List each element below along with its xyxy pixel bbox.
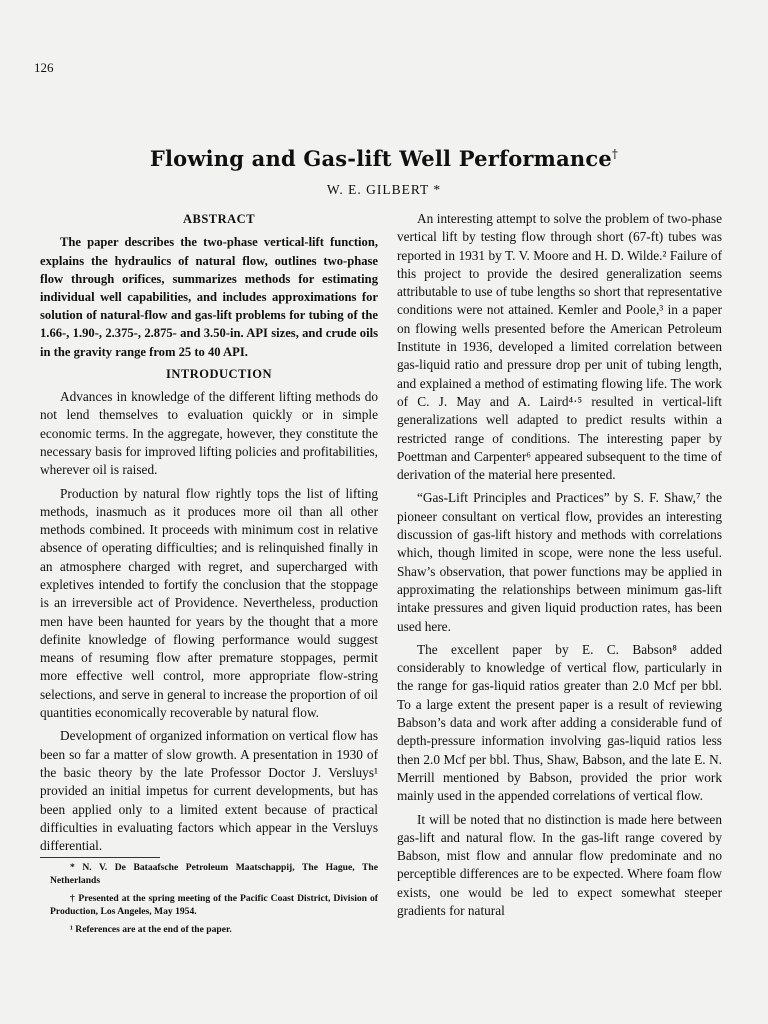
- abstract-heading: ABSTRACT: [182, 212, 256, 226]
- intro-paragraph: Production by natural flow rightly tops the list of lifting methods, inasmuch as it produces more oil than all other methods combined. It proceeds with minimum cost in relative absence of operating difficulties; and is relinquished finally in an atmosphere charged with regret, and supercharged with expletives intended to fortify the conclusion that the stoppage is an irreversible act of Providence. Nevertheless, production men have been haunted for years by the thought that a more definite knowledge of flowing performance would suggest means of resuming flow after premature stoppages, permit more effective well control, more appropriate flow-string selections, and serve in general to increase the proportion of oil quantities economically recoverable by natural flow.: [40, 485, 378, 721]
- title-text: Flowing and Gas-lift Well Performance: [149, 146, 612, 171]
- footnotes: [40, 861, 378, 936]
- title-footnote-mark: †: [611, 147, 619, 161]
- footnote-references: ¹ References are at the end of the paper.: [70, 924, 232, 936]
- footnote-divider: [40, 857, 160, 858]
- author-line: W. E. GILBERT *: [326, 182, 442, 197]
- intro-paragraph: Advances in knowledge of the different lifting methods do not lend themselves to evaluation quickly or in simple economic terms. In the aggregate, however, they constitute the necessary basis for improved lifting policies and profitabilities, wherever oil is raised.: [40, 389, 378, 478]
- body-paragraph: An interesting attempt to solve the problem of two-phase vertical lift by testing flow through short (67-ft) tubes was reported in 1931 by T. V. Moore and H. D. Wilde.² Failure of this project to provide the desired generalization seems attributable to use of tube lengths so short that representative conditions were not attained. Kemler and Poole,³ in a paper on flowing wells presented before the American Petroleum Institute in 1936, developed a limited correlation between gas-liquid ratio and pressure drop per unit of tubing length, and explained a method of estimating flowing life. The work of C. J. May and A. Laird⁴·⁵ resulted in vertical-lift generalizations well adapted to predict results within a restricted range of conditions. The interesting paper by Poettman and Carpenter⁶ appeared subsequent to the time of derivation of the material here presented.: [397, 211, 722, 483]
- right-column: [397, 210, 722, 920]
- intro-paragraph: Development of organized information on vertical flow has been so far a matter of slow growth. A presentation in 1930 of the basic theory by the late Professor Doctor J. Versluys¹ provided an initial impetus for current developments, but has been applied only to a limited extent because of practical difficulties in evaluating factors which appear in the Versluys differential.: [40, 728, 378, 854]
- page-number: 126: [34, 60, 54, 75]
- footnote-affiliation: * N. V. De Bataafsche Petroleum Maatschappij, The Hague, The Netherlands: [50, 862, 378, 887]
- abstract-text: The paper describes the two-phase vertical-lift function, explains the hydraulics of natural flow, outlines two-phase flow through orifices, summarizes methods for estimating individual well capabilities, and includes approximations for solution of natural-flow and gas-lift problems for tubing of the 1.66-, 1.90-, 2.375-, 2.875- and 3.50-in. API sizes, and crude oils in the gravity range from 25 to 40 API.: [40, 235, 378, 359]
- body-paragraph: It will be noted that no distinction is made here between gas-lift and natural flow. In the gas-lift range covered by Babson, mist flow and annular flow predominate and no perceptible differences are to be expected. Where foam flow exists, one would be led to expect somewhat steeper gradients for natural: [397, 811, 722, 918]
- paper-title: [0, 146, 768, 171]
- introduction-heading: INTRODUCTION: [165, 366, 272, 381]
- body-paragraph: The excellent paper by E. C. Babson⁸ added considerably to knowledge of vertical flow, particularly in the range for gas-liquid ratios greater than 2.0 Mcf per bbl. To a large extent the present paper is a result of reviewing Babson’s data and work after adding a considerable fund of depth-pressure information involving gas-liquid ratios less then 2.0 Mcf per bbl. Thus, Shaw, Babson, and the late E. N. Merrill mentioned by Babson, provided the prior work mainly used in the appended correlations of vertical flow.: [397, 641, 722, 804]
- body-paragraph: “Gas-Lift Principles and Practices” by S. F. Shaw,⁷ the pioneer consultant on vertical flow, provides an interesting discussion of gas-lift history and methods with correlations which, though limited in scope, were none the less useful. Shaw’s observation, that power functions may be applied in approximating the relationships between minimum gas-lift intake pressures and given liquid production rates, has been used here.: [397, 490, 722, 634]
- footnote-presentation: † Presented at the spring meeting of the Pacific Coast District, Division of Production, Los Angeles, May 1954.: [50, 893, 378, 918]
- left-column: [40, 210, 378, 936]
